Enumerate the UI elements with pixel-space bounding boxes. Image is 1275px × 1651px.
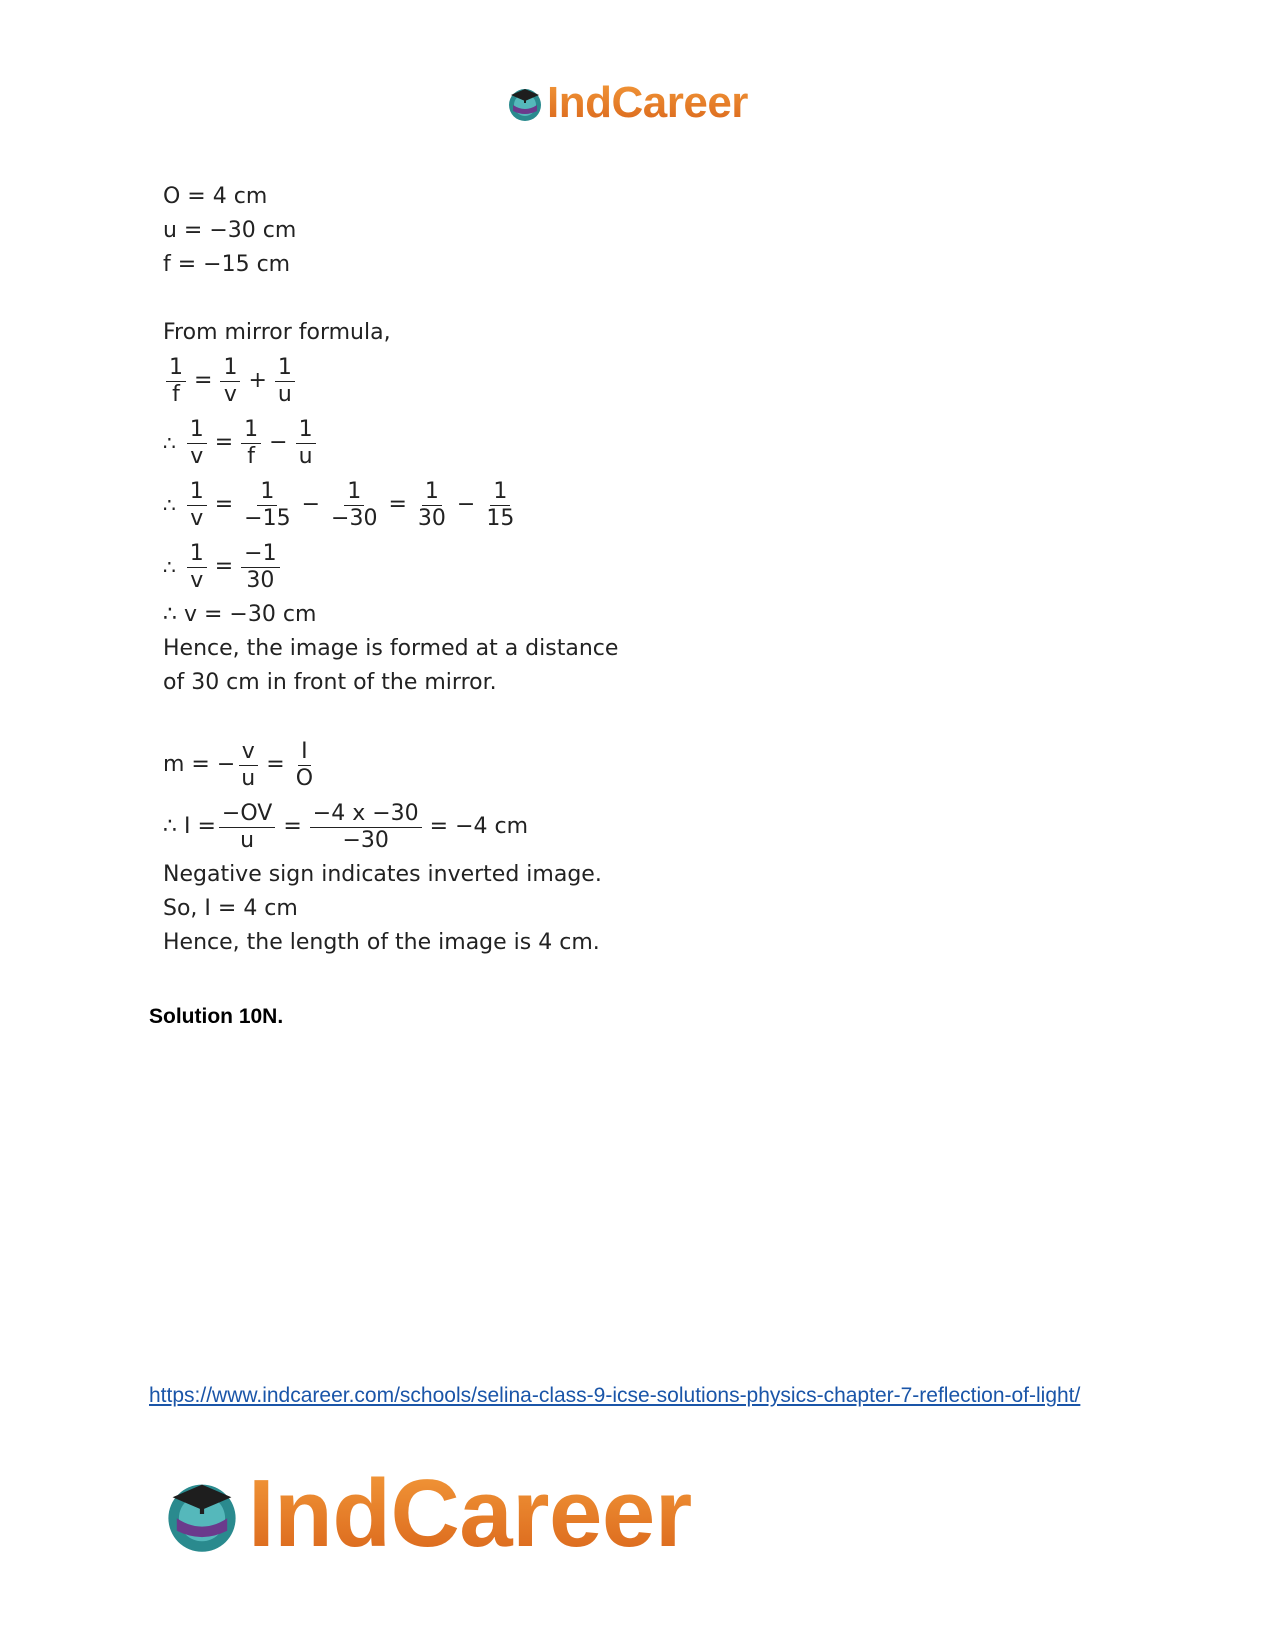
given-line: u = −30 cm — [163, 218, 297, 243]
solution-math-block — [163, 180, 723, 960]
solution-heading: Solution 10N. — [149, 1005, 284, 1028]
header-logo — [505, 78, 748, 128]
graduation-cap-globe-icon — [160, 1472, 244, 1556]
conclusion-text: Hence, the image is formed at a distance — [163, 636, 619, 661]
source-link[interactable]: https://www.indcareer.com/schools/selina-class-9-icse-solutions-physics-chapter-7-reflection-of-light/ — [149, 1384, 1081, 1407]
rearranged-equation: ∴ $\frac{1}{v}$ = $\frac{1}{f}$ − $\frac{1}{u}$ — [163, 412, 723, 474]
graduation-cap-globe-icon — [505, 83, 545, 123]
mirror-formula-equation: $\frac{1}{f}$ = $\frac{1}{v}$ + $\frac{1}{u}$ — [163, 350, 723, 412]
image-distance-result: ∴ v = −30 cm — [163, 602, 317, 627]
formula-intro: From mirror formula, — [163, 320, 391, 345]
image-size-equation: ∴ I = $\frac{-OV}{u}$ = $\frac{-4 x -30}{-30}$ = −4 cm — [163, 800, 529, 853]
footer-logo-text: IndCareer — [248, 1460, 692, 1567]
footer-logo — [160, 1462, 692, 1566]
conclusion-text: Negative sign indicates inverted image. — [163, 862, 602, 887]
given-line: O = 4 cm — [163, 184, 268, 209]
conclusion-text: So, I = 4 cm — [163, 896, 298, 921]
magnification-equation: m = − $\frac{v}{u}$ = $\frac{I}{O}$ — [163, 738, 314, 791]
simplified-equation: ∴ $\frac{1}{v}$ = $\frac{-1}{30}$ — [163, 536, 723, 598]
conclusion-text: Hence, the length of the image is 4 cm. — [163, 930, 600, 955]
conclusion-text: of 30 cm in front of the mirror. — [163, 670, 497, 695]
substituted-equation: ∴ $\frac{1}{v}$ = $\frac{1}{-15}$ − $\frac{1}{-30}$ = $\frac{1}{30}$ − $\frac{1}{15}$ — [163, 478, 515, 531]
given-line: f = −15 cm — [163, 252, 291, 277]
header-logo-text: IndCareer — [547, 78, 748, 127]
